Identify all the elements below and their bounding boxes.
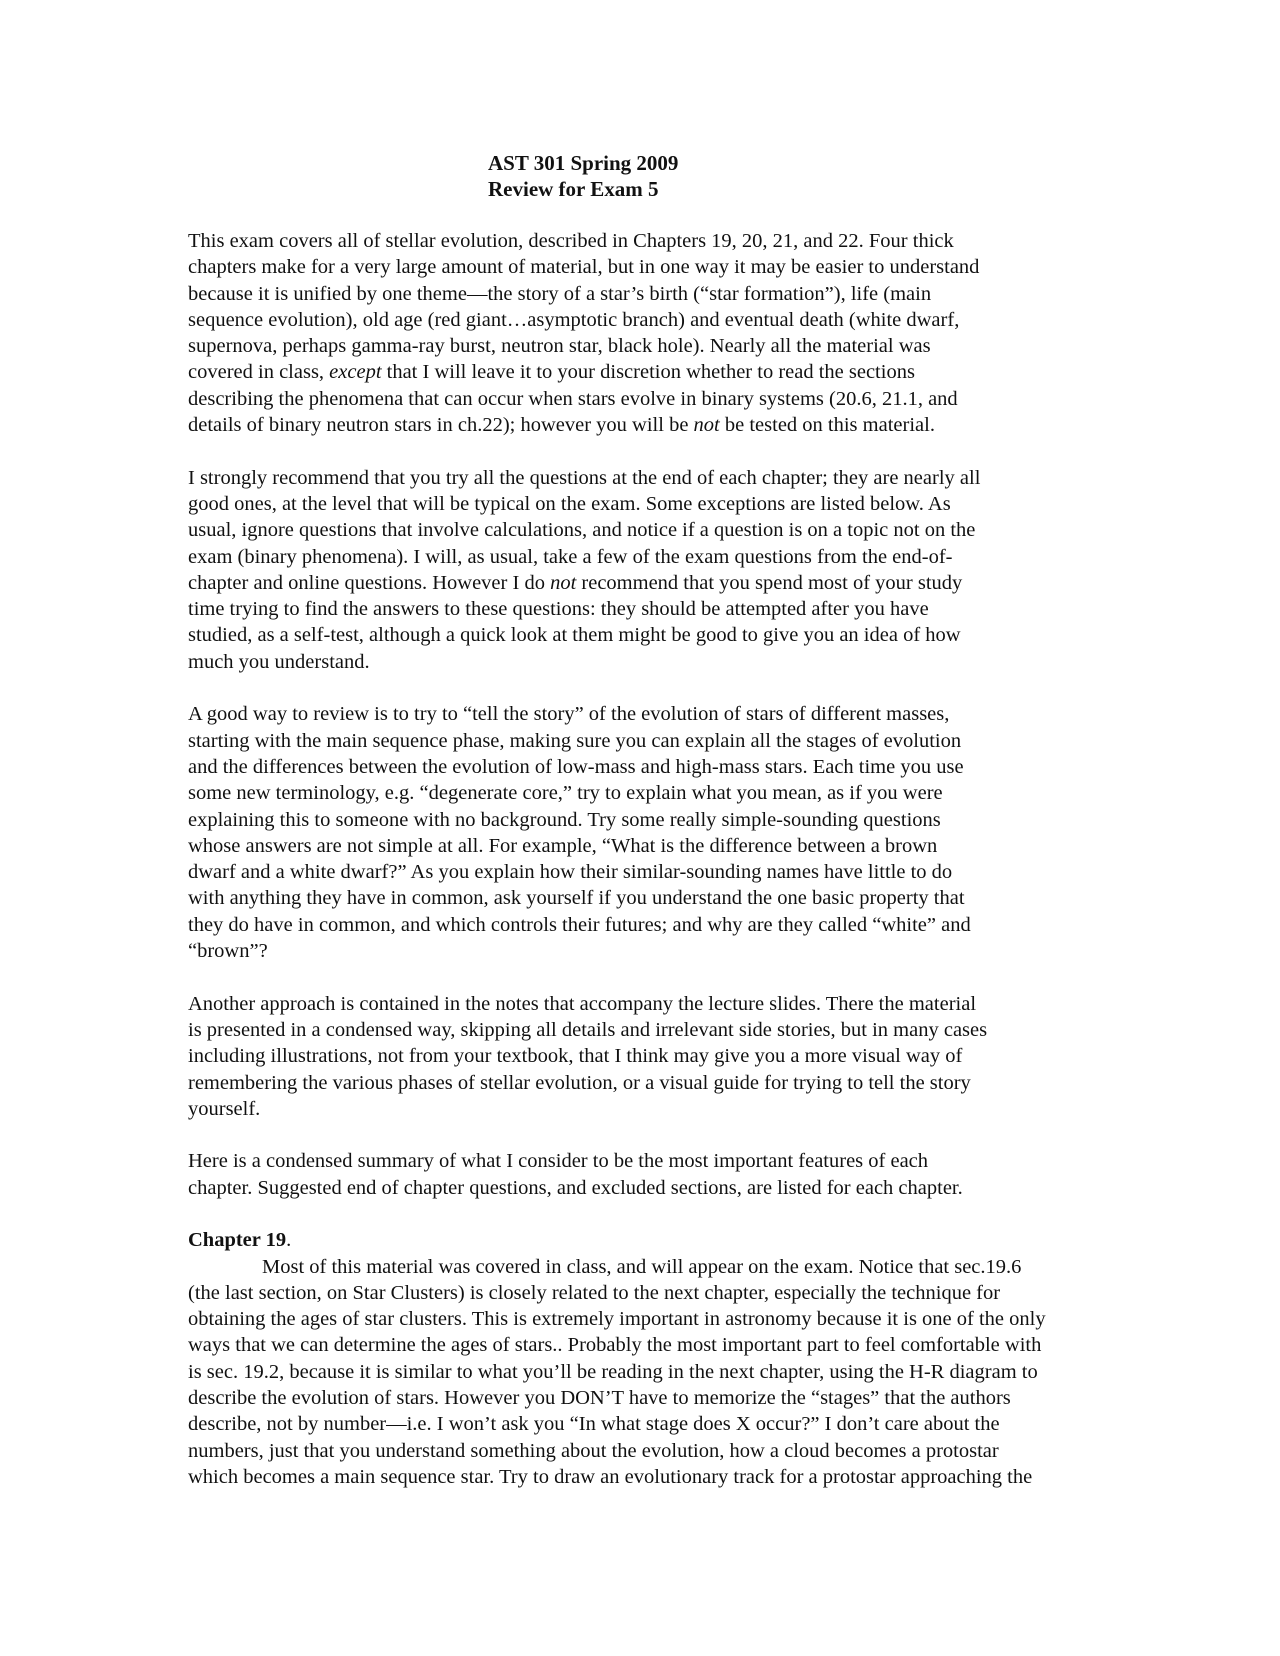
text-line: starting with the main sequence phase, making sure you can explain all the stages of evolution — [188, 729, 962, 752]
document-title — [488, 150, 678, 202]
text-line: Here is a condensed summary of what I consider to be the most important features of each — [188, 1150, 929, 1173]
text-line: time trying to find the answers to these questions: they should be attempted after you have — [188, 598, 929, 621]
text-line: remembering the various phases of stellar evolution, or a visual guide for trying to tell the story — [188, 1071, 971, 1094]
text-line: and the differences between the evolution of low-mass and high-mass stars. Each time you use — [188, 755, 964, 778]
section-chapter-19 — [188, 1227, 1188, 1490]
title-course: AST 301 Spring 2009 — [488, 151, 679, 175]
text-line: chapters make for a very large amount of material, but in one way it may be easier to understand — [188, 256, 980, 279]
text-line: Another approach is contained in the notes that accompany the lecture slides. There the material — [188, 992, 977, 1015]
text-segment: recommend that you spend most of your study — [576, 571, 963, 594]
text-line: describe the evolution of stars. However you DON’T have to memorize the “stages” that the authors — [188, 1387, 1011, 1410]
text-line: A good way to review is to try to “tell the story” of the evolution of stars of different masses, — [188, 703, 950, 726]
text-line: “brown”? — [188, 940, 268, 963]
document-body — [188, 228, 1188, 1517]
text-line: supernova, perhaps gamma-ray burst, neutron star, black hole). Nearly all the material was — [188, 335, 931, 358]
text-line: numbers, just that you understand something about the evolution, how a cloud becomes a protostar — [188, 1439, 999, 1462]
chapter-heading-suffix: . — [286, 1229, 292, 1252]
text-line: describing the phenomena that can occur when stars evolve in binary systems (20.6, 21.1, and — [188, 387, 958, 410]
text-line: good ones, at the level that will be typical on the exam. Some exceptions are listed below. As — [188, 492, 951, 515]
paragraph-questions — [188, 465, 1188, 675]
text-line: usual, ignore questions that involve calculations, and notice if a question is on a topic not on the — [188, 519, 976, 542]
text-segment: details of binary neutron stars in ch.22); however you will be — [188, 414, 694, 437]
text-line: which becomes a main sequence star. Try to draw an evolutionary track for a protostar approaching the — [188, 1465, 1033, 1488]
text-line: dwarf and a white dwarf?” As you explain how their similar-sounding names have little to do — [188, 861, 953, 884]
text-line: studied, as a self-test, although a quick look at them might be good to give you an idea of how — [188, 624, 961, 647]
text-line: yourself. — [188, 1097, 261, 1120]
text-line: obtaining the ages of star clusters. This is extremely important in astronomy because it is one of the only — [188, 1308, 1046, 1331]
text-line: describe, not by number—i.e. I won’t ask you “In what stage does X occur?” I don’t care about the — [188, 1413, 1000, 1436]
text-line: I strongly recommend that you try all the questions at the end of each chapter; they are nearly all — [188, 466, 981, 489]
text-line: is presented in a condensed way, skipping all details and irrelevant side stories, but in many cases — [188, 1018, 988, 1041]
text-line: they do have in common, and which controls their futures; and why are they called “white” and — [188, 913, 971, 936]
emphasis-not: not — [550, 571, 577, 594]
text-line: exam (binary phenomena). I will, as usual, take a few of the exam questions from the end-of- — [188, 545, 953, 568]
paragraph-exam-scope — [188, 228, 1188, 438]
text-line: including illustrations, not from your textbook, that I think may give you a more visual way of — [188, 1045, 963, 1068]
text-line: some new terminology, e.g. “degenerate core,” try to explain what you mean, as if you were — [188, 782, 943, 805]
text-segment: be tested on this material. — [719, 414, 935, 437]
text-segment: that I will leave it to your discretion whether to read the sections — [381, 361, 915, 384]
text-line — [188, 570, 1188, 596]
text-line: is sec. 19.2, because it is similar to what you’ll be reading in the next chapter, using the H-R diagram to — [188, 1360, 1038, 1383]
text-line — [188, 412, 1188, 438]
text-line: with anything they have in common, ask yourself if you understand the one basic property that — [188, 887, 965, 910]
paragraph-tell-the-story — [188, 701, 1188, 964]
text-line: ways that we can determine the ages of stars.. Probably the most important part to feel comfortable with — [188, 1334, 1042, 1357]
text-line: explaining this to someone with no background. Try some really simple-sounding questions — [188, 808, 941, 831]
text-line: This exam covers all of stellar evolution, described in Chapters 19, 20, 21, and 22. Four thick — [188, 230, 954, 252]
text-line: Most of this material was covered in class, and will appear on the exam. Notice that sec.19.6 — [262, 1255, 1022, 1278]
text-line: whose answers are not simple at all. For example, “What is the difference between a brown — [188, 834, 938, 857]
text-line: because it is unified by one theme—the story of a star’s birth (“star formation”), life (main — [188, 282, 932, 305]
emphasis-not: not — [693, 414, 720, 437]
text-line: sequence evolution), old age (red giant…asymptotic branch) and eventual death (white dwarf, — [188, 308, 960, 331]
text-line: chapter. Suggested end of chapter questions, and excluded sections, are listed for each chapter. — [188, 1176, 963, 1199]
text-line: much you understand. — [188, 650, 370, 673]
text-line: (the last section, on Star Clusters) is closely related to the next chapter, especially the technique for — [188, 1281, 1001, 1304]
chapter-19-heading: Chapter 19 — [188, 1229, 287, 1252]
text-segment: covered in class, — [188, 361, 330, 384]
text-line — [188, 359, 1188, 385]
paragraph-summary-intro — [188, 1148, 1188, 1201]
paragraph-lecture-notes — [188, 991, 1188, 1122]
chapter-heading-line — [188, 1227, 1188, 1253]
text-segment: chapter and online questions. However I do — [188, 571, 551, 594]
title-review: Review for Exam 5 — [488, 177, 659, 201]
emphasis-except: except — [329, 361, 382, 384]
